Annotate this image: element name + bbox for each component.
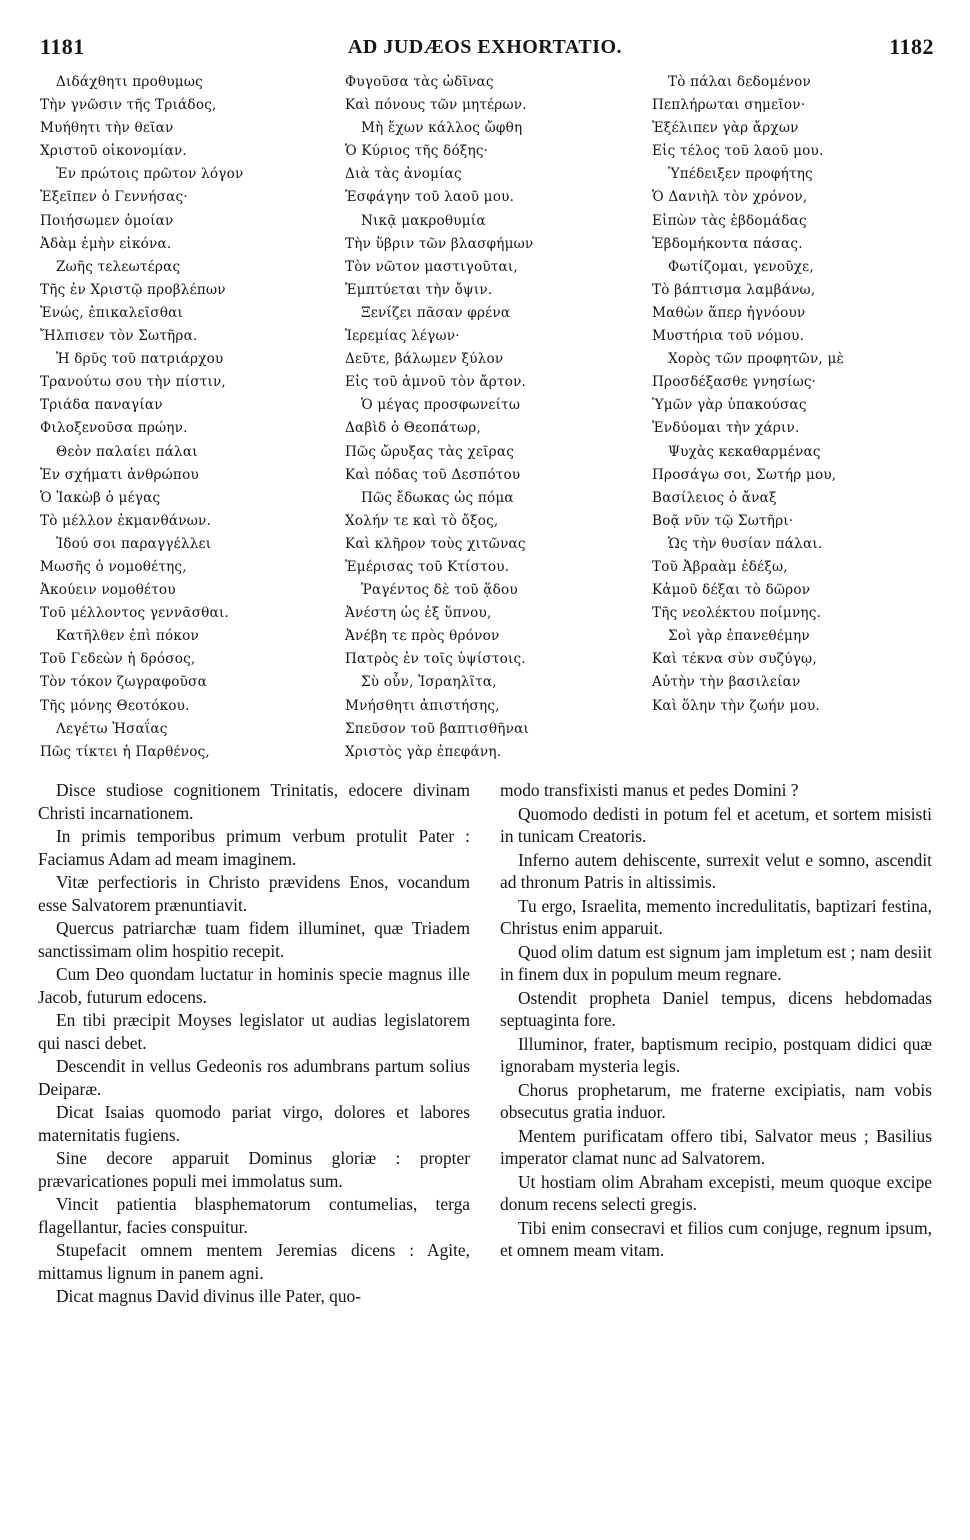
latin-column-2 xyxy=(500,779,932,1263)
greek-verse-line: Ἤλπισεν τὸν Σωτῆρα. xyxy=(40,328,198,345)
running-title: AD JUDÆOS EXHORTATIO. xyxy=(347,36,623,58)
greek-column-2 xyxy=(345,71,635,764)
greek-verse-line: Μωσῆς ὁ νομοθέτης, xyxy=(40,558,187,575)
greek-verse-line: Ἱερεμίας λέγων· xyxy=(345,328,460,345)
greek-verse-line: Ἀδὰμ ἐμὴν εἰκόνα. xyxy=(40,235,172,252)
greek-verse-line: Τὸ μέλλον ἐκμανθάνων. xyxy=(40,512,212,529)
latin-paragraph: Tibi enim consecravi et filios cum conjuge, regnum ipsum, et omnem meam vitam. xyxy=(500,1217,932,1260)
greek-verse-line: Ὁ μέγας προσφωνείτω xyxy=(361,397,521,414)
latin-paragraph: Quod olim datum est signum jam impletum est ; nam desiit in finem dux in populum meum regnare. xyxy=(500,941,932,984)
latin-paragraph: Ostendit propheta Daniel tempus, dicens hebdomadas septuaginta fore. xyxy=(500,987,932,1030)
greek-verse-line: Ὡς τὴν θυσίαν πάλαι. xyxy=(668,535,823,552)
greek-verse-line: Ἀνέβη τε πρὸς θρόνον xyxy=(345,628,500,645)
greek-verse-line: Εἰπὼν τὰς ἑβδομάδας xyxy=(652,212,807,229)
greek-column-1 xyxy=(40,71,330,764)
greek-verse-line: Φιλοξενοῦσα πρώην. xyxy=(40,420,188,437)
greek-verse-line: Πῶς τίκτει ἡ Παρθένος, xyxy=(40,743,210,760)
greek-verse-line: Τοῦ Ἀβραὰμ ἐδέξω, xyxy=(652,558,788,575)
greek-verse-line: Ἀκούειν νομοθέτου xyxy=(40,582,176,599)
greek-verse-line: Ἐξέλιπεν γὰρ ἄρχων xyxy=(652,120,799,137)
page-header xyxy=(0,0,970,70)
greek-verse-line: Ξενίζει πᾶσαν φρένα xyxy=(361,304,511,321)
greek-verse-line: Ἐν σχήματι ἀνθρώπου xyxy=(40,466,199,483)
greek-verse-line: Τὸ πάλαι δεδομένον xyxy=(668,74,811,90)
greek-verse-line: Μυήθητι τὴν θεῖαν xyxy=(40,120,174,137)
greek-verse-line: Τὴν ὕβριν τῶν βλασφήμων xyxy=(345,235,534,252)
greek-verse-line: Χριστὸς γὰρ ἐπεφάνη. xyxy=(345,743,502,760)
greek-verse-line: Μνήσθητι ἀπιστήσης, xyxy=(345,697,500,714)
latin-paragraph: Dicat magnus David divinus ille Pater, quo- xyxy=(56,1286,362,1306)
greek-verse-line: Ἀνέστη ὡς ἐξ ὕπνου, xyxy=(345,605,492,622)
greek-verse-line: Τοῦ μέλλοντος γεννᾶσθαι. xyxy=(40,605,229,622)
greek-verse-line: Τριάδα παναγίαν xyxy=(40,397,163,414)
latin-paragraph: Stupefacit omnem mentem Jeremias dicens : Agite, mittamus lignum in panem agni. xyxy=(38,1240,470,1283)
latin-paragraph: Sine decore apparuit Dominus gloriæ : propter prævaricationes populi mei immolatus sum. xyxy=(38,1148,470,1191)
greek-verse-line: Ψυχὰς κεκαθαρμένας xyxy=(668,443,821,460)
greek-verse-line: Τῆς νεολέκτου ποίμνης. xyxy=(652,605,822,622)
greek-verse-line: Σὺ οὖν, Ἰσραηλῖτα, xyxy=(361,674,497,691)
left-page-number: 1181 xyxy=(40,34,85,59)
latin-paragraph: Chorus prophetarum, me fraterne excipiatis, nam vobis obsecutus gratia induor. xyxy=(500,1079,932,1122)
greek-verse-line: Καὶ τέκνα σὺν συζύγῳ, xyxy=(652,651,817,668)
greek-verse-line: Προσάγω σοι, Σωτήρ μου, xyxy=(652,466,837,483)
greek-verse-line: Ἐσφάγην τοῦ λαοῦ μου. xyxy=(345,189,515,206)
latin-paragraph: Illuminor, frater, baptismum recipio, postquam didici quæ ignorabam mysteria legis. xyxy=(500,1033,932,1076)
greek-column-3 xyxy=(652,71,942,718)
greek-verse-line: Ῥαγέντος δὲ τοῦ ᾅδου xyxy=(361,582,518,599)
greek-verse-line: Εἰς τοῦ ἀμνοῦ τὸν ἄρτον. xyxy=(345,374,527,391)
latin-paragraph: Tu ergo, Israelita, memento incredulitatis, baptizari festina, Christus enim apparuit. xyxy=(500,895,932,938)
greek-verse-line: Καὶ ὅλην τὴν ζωήν μου. xyxy=(652,697,820,714)
greek-verse-line: Ἐνώς, ἐπικαλεῖσθαι xyxy=(40,304,183,321)
greek-verse-line: Αὐτὴν τὴν βασιλείαν xyxy=(652,674,801,691)
greek-verse-line: Ἰδού σοι παραγγέλλει xyxy=(56,535,212,552)
latin-paragraph: Dicat Isaias quomodo pariat virgo, dolores et labores maternitatis fugiens. xyxy=(38,1102,470,1145)
greek-verse-line: Ἐξεῖπεν ὁ Γεννήσας· xyxy=(40,189,188,206)
greek-verse-line: Καὶ κλῆρον τοὺς χιτῶνας xyxy=(345,535,526,552)
latin-paragraph: Quomodo dedisti in potum fel et acetum, et sortem misisti in tunicam Creatoris. xyxy=(500,803,932,846)
greek-verse-line: Ἐνδύομαι τὴν χάριν. xyxy=(652,420,800,437)
greek-verse-line: Τὸ βάπτισμα λαμβάνω, xyxy=(652,281,816,298)
greek-verse-line: Χορὸς τῶν προφητῶν, μὲ xyxy=(668,351,844,368)
greek-verse-line: Κἀμοῦ δέξαι τὸ δῶρον xyxy=(652,582,811,599)
greek-verse-line: Δαβὶδ ὁ Θεοπάτωρ, xyxy=(345,420,481,437)
greek-verse-line: Ποιήσωμεν ὁμοίαν xyxy=(40,212,174,229)
greek-verse-line: Φωτίζομαι, γενοῦχε, xyxy=(668,258,814,275)
latin-paragraph: Quercus patriarchæ tuam fidem illuminet, quæ Triadem sanctissimam olim hospitio recepit. xyxy=(38,918,470,961)
greek-verse-line: Μαθὼν ἅπερ ἠγνόουν xyxy=(652,304,806,321)
latin-paragraph: Inferno autem dehiscente, surrexit velut e somno, ascendit ad thronum Patris in altissimis. xyxy=(500,849,932,892)
greek-verse-line: Μυστήρια τοῦ νόμου. xyxy=(652,328,805,345)
greek-verse-line: Τῆς μόνης Θεοτόκου. xyxy=(40,697,190,714)
greek-verse-line: Τρανούτω σου τὴν πίστιν, xyxy=(40,374,226,391)
greek-verse-line: Χριστοῦ οἰκονομίαν. xyxy=(40,143,187,160)
greek-verse-line: Πεπλήρωται σημεῖον· xyxy=(652,97,806,114)
greek-verse-line: Νικᾷ μακροθυμία xyxy=(361,212,486,229)
greek-verse-line: Ἐμπτύεται τὴν ὄψιν. xyxy=(345,281,493,298)
greek-verse-line: Ἐν πρώτοις πρῶτον λόγον xyxy=(56,166,244,183)
greek-verse-line: Ὑμῶν γὰρ ὑπακούσας xyxy=(652,397,807,414)
greek-verse-line: Ὁ Ἰακὼβ ὁ μέγας xyxy=(40,489,161,506)
greek-verse-line: Καὶ πόδας τοῦ Δεσπότου xyxy=(345,466,521,483)
greek-verse-line: Ὁ Κύριος τῆς δόξης· xyxy=(345,143,489,160)
greek-verse-line: Καὶ πόνους τῶν μητέρων. xyxy=(345,97,527,114)
greek-verse-line: Λεγέτω Ἡσαΐας xyxy=(56,720,168,737)
greek-verse-line: Βασίλειος ὁ ἄναξ xyxy=(652,489,777,506)
greek-verse-line: Σπεῦσον τοῦ βαπτισθῆναι xyxy=(345,720,529,737)
greek-verse-line: Φυγοῦσα τὰς ὠδῖνας xyxy=(345,74,494,90)
latin-paragraph: Disce studiose cognitionem Trinitatis, edocere divinam Christi incarnationem. xyxy=(38,780,470,823)
greek-verse-line: Ἡ δρῦς τοῦ πατριάρχου xyxy=(56,351,224,368)
greek-verse-line: Κατῆλθεν ἐπὶ πόκον xyxy=(56,628,199,645)
latin-column-1 xyxy=(38,779,470,1309)
greek-verse-line: Τοῦ Γεδεὼν ἡ δρόσος, xyxy=(40,651,196,668)
latin-paragraph: Ut hostiam olim Abraham excepisti, meum quoque excipe donum recens selecti gregis. xyxy=(500,1171,932,1214)
greek-verse-line: Διδάχθητι προθυμως xyxy=(56,74,203,90)
greek-verse-line: Πῶς ὤρυξας τὰς χεῖρας xyxy=(345,443,515,460)
latin-paragraph: Mentem purificatam offero tibi, Salvator meus ; Basilius imperator clamat nunc ad Salvatorem. xyxy=(500,1125,932,1168)
greek-verse-line: Ἐμέρισας τοῦ Κτίστου. xyxy=(345,558,510,575)
greek-verse-line: Τὸν νῶτον μαστιγοῦται, xyxy=(345,258,518,275)
latin-paragraph: En tibi præcipit Moyses legislator ut audias legislatorem qui nasci debet. xyxy=(38,1010,470,1053)
greek-verse-line: Εἰς τέλος τοῦ λαοῦ μου. xyxy=(652,143,824,160)
latin-paragraph: Vincit patientia blasphematorum contumelias, terga flagellantur, facies conspuitur. xyxy=(38,1194,470,1237)
greek-verse-line: Δεῦτε, βάλωμεν ξύλον xyxy=(345,351,504,368)
greek-verse-line: Πῶς ἔδωκας ὡς πόμα xyxy=(361,489,514,506)
greek-verse-line: Τῆς ἐν Χριστῷ προβλέπων xyxy=(40,281,226,298)
latin-paragraph: modo transfixisti manus et pedes Domini ? xyxy=(500,780,799,800)
greek-verse-line: Βοᾷ νῦν τῷ Σωτῆρι· xyxy=(652,512,794,529)
greek-verse-line: Προσδέξασθε γνησίως· xyxy=(652,374,817,391)
greek-verse-line: Τὴν γνῶσιν τῆς Τριάδος, xyxy=(40,97,217,114)
latin-paragraph: Cum Deo quondam luctatur in hominis specie magnus ille Jacob, futurum edocens. xyxy=(38,964,470,1007)
greek-verse-line: Ἑβδομήκοντα πάσας. xyxy=(652,235,803,252)
greek-verse-line: Ὁ Δανιὴλ τὸν χρόνον, xyxy=(652,189,808,206)
latin-paragraph: Vitæ perfectioris in Christo prævidens Enos, vocandum esse Salvatorem prænuntiavit. xyxy=(38,872,470,915)
greek-verse-line: Ζωῆς τελεωτέρας xyxy=(56,258,181,275)
greek-verse-line: Σοὶ γὰρ ἐπανεθέμην xyxy=(668,628,810,645)
latin-paragraph: In primis temporibus primum verbum protulit Pater : Faciamus Adam ad meam imaginem. xyxy=(38,826,470,869)
greek-verse-line: Μὴ ἔχων κάλλος ὤφθη xyxy=(361,120,523,137)
greek-verse-line: Διὰ τὰς ἀνομίας xyxy=(345,166,462,183)
greek-verse-line: Θεὸν παλαίει πάλαι xyxy=(56,443,198,460)
greek-verse-line: Τὸν τόκον ζωγραφοῦσα xyxy=(40,674,207,691)
latin-paragraph: Descendit in vellus Gedeonis ros adumbrans partum solius Deiparæ. xyxy=(38,1056,470,1099)
greek-verse-line: Χολήν τε καὶ τὸ ὄξος, xyxy=(345,512,499,529)
greek-verse-line: Πατρὸς ἐν τοῖς ὑψίστοις. xyxy=(345,651,526,668)
greek-verse-line: Ὑπέδειξεν προφήτης xyxy=(668,166,813,183)
right-page-number: 1182 xyxy=(889,34,934,59)
